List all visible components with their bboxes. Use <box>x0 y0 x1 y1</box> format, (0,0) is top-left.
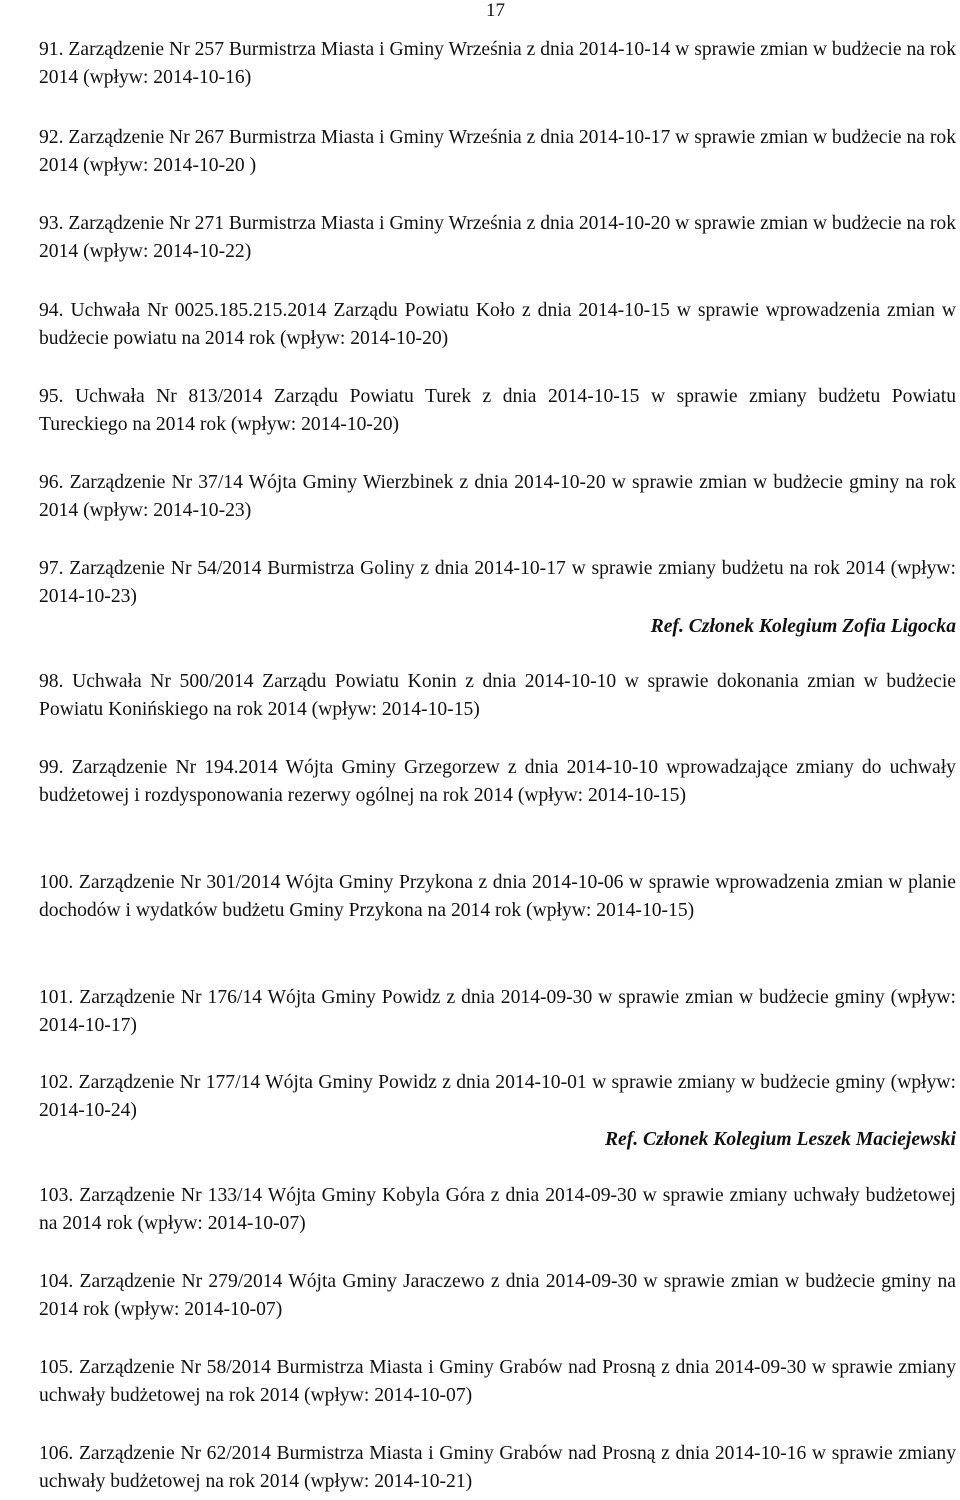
list-item <box>39 1354 956 1410</box>
item-number: 92. <box>39 127 64 148</box>
item-text: Uchwała Nr 813/2014 Zarządu Powiatu Turek z dnia 2014-10-15 w sprawie zmiany budżetu Powiatu Tureckiego na 2014 rok (wpływ: 2014-10-20) <box>39 386 956 435</box>
list-item <box>39 1268 956 1324</box>
item-number: 102. <box>39 1072 74 1093</box>
item-number: 99. <box>39 757 64 778</box>
item-text: Zarządzenie Nr 54/2014 Burmistrza Goliny z dnia 2014-10-17 w sprawie zmiany budżetu na rok 2014 (wpływ: 2014-10-23) <box>39 558 956 607</box>
item-text: Uchwała Nr 500/2014 Zarządu Powiatu Konin z dnia 2014-10-10 w sprawie dokonania zmian w budżecie Powiatu Konińskiego na rok 2014 (wpływ: 2014-10-15) <box>39 671 956 720</box>
item-text: Zarządzenie Nr 271 Burmistrza Miasta i Gminy Września z dnia 2014-10-20 w sprawie zmian w budżecie na rok 2014 (wpływ: 2014-10-22) <box>39 213 956 262</box>
item-text: Zarządzenie Nr 62/2014 Burmistrza Miasta i Gminy Grabów nad Prosną z dnia 2014-10-16 w sprawie zmiany uchwały budżetowej na rok 2014 (wpływ: 2014-10-21) <box>39 1443 956 1492</box>
item-number: 94. <box>39 300 64 321</box>
list-item <box>39 555 956 611</box>
item-text: Zarządzenie Nr 194.2014 Wójta Gminy Grzegorzew z dnia 2014-10-10 wprowadzające zmiany do uchwały budżetowej i rozdysponowania rezerwy ogólnej na rok 2014 (wpływ: 2014-10-15) <box>39 757 956 806</box>
item-text: Zarządzenie Nr 267 Burmistrza Miasta i Gminy Września z dnia 2014-10-17 w sprawie zmian w budżecie na rok 2014 (wpływ: 2014-10-20 ) <box>39 127 956 176</box>
list-item <box>39 869 956 925</box>
item-text: Zarządzenie Nr 279/2014 Wójta Gminy Jaraczewo z dnia 2014-09-30 w sprawie zmian w budżecie gminy na 2014 rok (wpływ: 2014-10-07) <box>39 1271 956 1320</box>
list-item <box>39 297 956 353</box>
item-text: Zarządzenie Nr 133/14 Wójta Gminy Kobyla Góra z dnia 2014-09-30 w sprawie zmiany uchwały budżetowej na 2014 rok (wpływ: 2014-10-07) <box>39 1185 957 1234</box>
item-text: Zarządzenie Nr 176/14 Wójta Gminy Powidz z dnia 2014-09-30 w sprawie zmian w budżecie gminy (wpływ: 2014-10-17) <box>39 987 956 1036</box>
list-item <box>39 210 956 266</box>
item-text: Zarządzenie Nr 37/14 Wójta Gminy Wierzbinek z dnia 2014-10-20 w sprawie zmian w budżecie gminy na rok 2014 (wpływ: 2014-10-23) <box>39 472 956 521</box>
item-number: 105. <box>39 1357 74 1378</box>
item-number: 95. <box>39 386 64 407</box>
item-number: 101. <box>39 987 74 1008</box>
item-number: 100. <box>39 872 74 893</box>
referent-signature: Ref. Członek Kolegium Zofia Ligocka <box>650 616 956 637</box>
item-number: 98. <box>39 671 64 692</box>
list-item <box>39 36 956 92</box>
item-number: 104. <box>39 1271 74 1292</box>
item-text: Uchwała Nr 0025.185.215.2014 Zarządu Powiatu Koło z dnia 2014-10-15 w sprawie wprowadzenia zmian w budżecie powiatu na 2014 rok (wpływ: 2014-10-20) <box>39 300 956 349</box>
referent-signature: Ref. Członek Kolegium Leszek Maciejewski <box>604 1129 956 1150</box>
item-number: 103. <box>39 1185 74 1206</box>
list-item <box>39 469 956 525</box>
item-number: 96. <box>39 472 64 493</box>
item-number: 97. <box>39 558 64 579</box>
item-text: Zarządzenie Nr 177/14 Wójta Gminy Powidz z dnia 2014-10-01 w sprawie zmiany w budżecie gminy (wpływ: 2014-10-24) <box>39 1072 956 1121</box>
list-item <box>39 1069 956 1125</box>
item-number: 91. <box>39 39 64 60</box>
item-text: Zarządzenie Nr 301/2014 Wójta Gminy Przykona z dnia 2014-10-06 w sprawie wprowadzenia zmian w planie dochodów i wydatków budżetu Gminy Przykona na 2014 rok (wpływ: 2014-10-15) <box>39 872 956 921</box>
list-item <box>39 668 956 724</box>
list-item <box>39 984 956 1040</box>
list-item <box>39 1440 956 1496</box>
list-item <box>39 1182 956 1238</box>
item-number: 106. <box>39 1443 74 1464</box>
page-number: 17 <box>486 0 505 21</box>
list-item <box>39 124 956 180</box>
item-number: 93. <box>39 213 64 234</box>
list-item <box>39 383 956 439</box>
item-text: Zarządzenie Nr 257 Burmistrza Miasta i Gminy Września z dnia 2014-10-14 w sprawie zmian w budżecie na rok 2014 (wpływ: 2014-10-16) <box>39 39 956 88</box>
list-item <box>39 754 956 810</box>
item-text: Zarządzenie Nr 58/2014 Burmistrza Miasta i Gminy Grabów nad Prosną z dnia 2014-09-30 w sprawie zmiany uchwały budżetowej na rok 2014 (wpływ: 2014-10-07) <box>39 1357 956 1406</box>
